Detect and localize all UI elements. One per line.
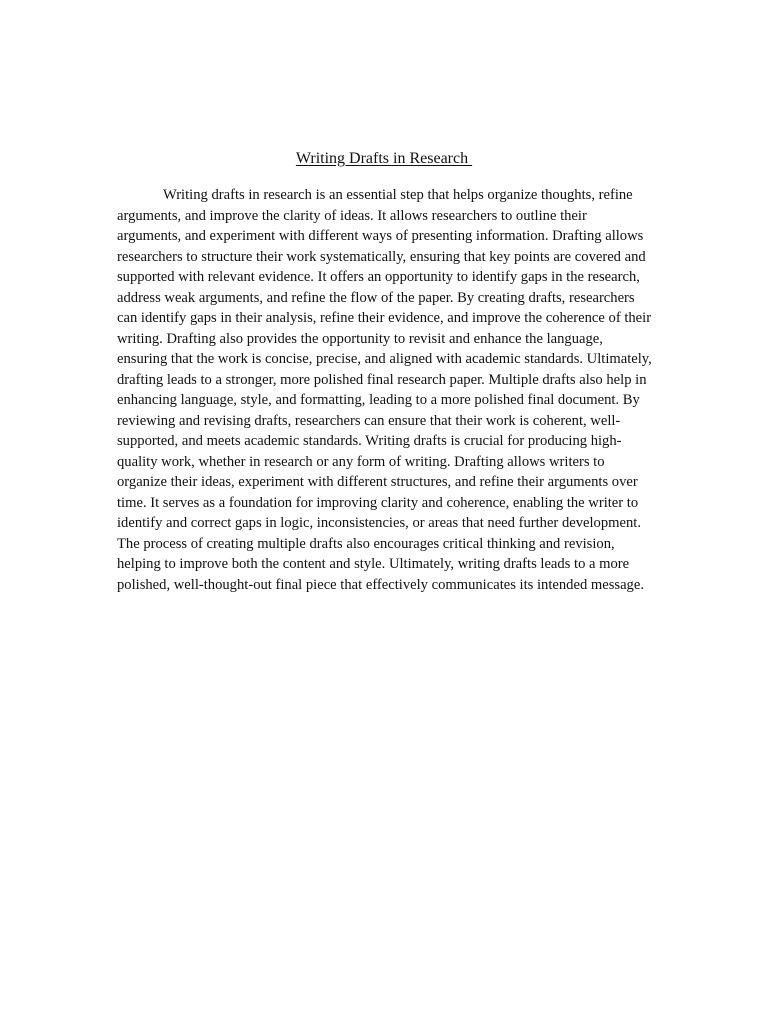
document-paragraph: Writing drafts in research is an essential step that helps organize thoughts, refine arguments, and improve the clarity of ideas. It allows researchers to outline their arguments, and experiment with different ways of presenting information. Drafting allows researchers to structure their work systematically, ensuring that key points are covered and supported with relevant evidence. It offers an opportunity to identify gaps in the research, address weak arguments, and refine the flow of the paper. By creating drafts, researchers can identify gaps in their analysis, refine their evidence, and improve the coherence of their writing. Drafting also provides the opportunity to revisit and enhance the language, ensuring that the work is concise, precise, and aligned with academic standards. Ultimately, drafting leads to a stronger, more polished final research paper. Multiple drafts also help in enhancing language, style, and formatting, leading to a more polished final document. By reviewing and revising drafts, researchers can ensure that their work is coherent, well-supported, and meets academic standards. Writing drafts is crucial for producing high-quality work, whether in research or any form of writing. Drafting allows writers to organize their ideas, experiment with different structures, and refine their arguments over time. It serves as a foundation for improving clarity and coherence, enabling the writer to identify and correct gaps in logic, inconsistencies, or areas that need further development. The process of creating multiple drafts also encourages critical thinking and revision, helping to improve both the content and style. Ultimately, writing drafts leads to a more polished, well-thought-out final piece that effectively communicates its intended message. [117,187,652,593]
document-title: Writing Drafts in Research [295,150,473,167]
